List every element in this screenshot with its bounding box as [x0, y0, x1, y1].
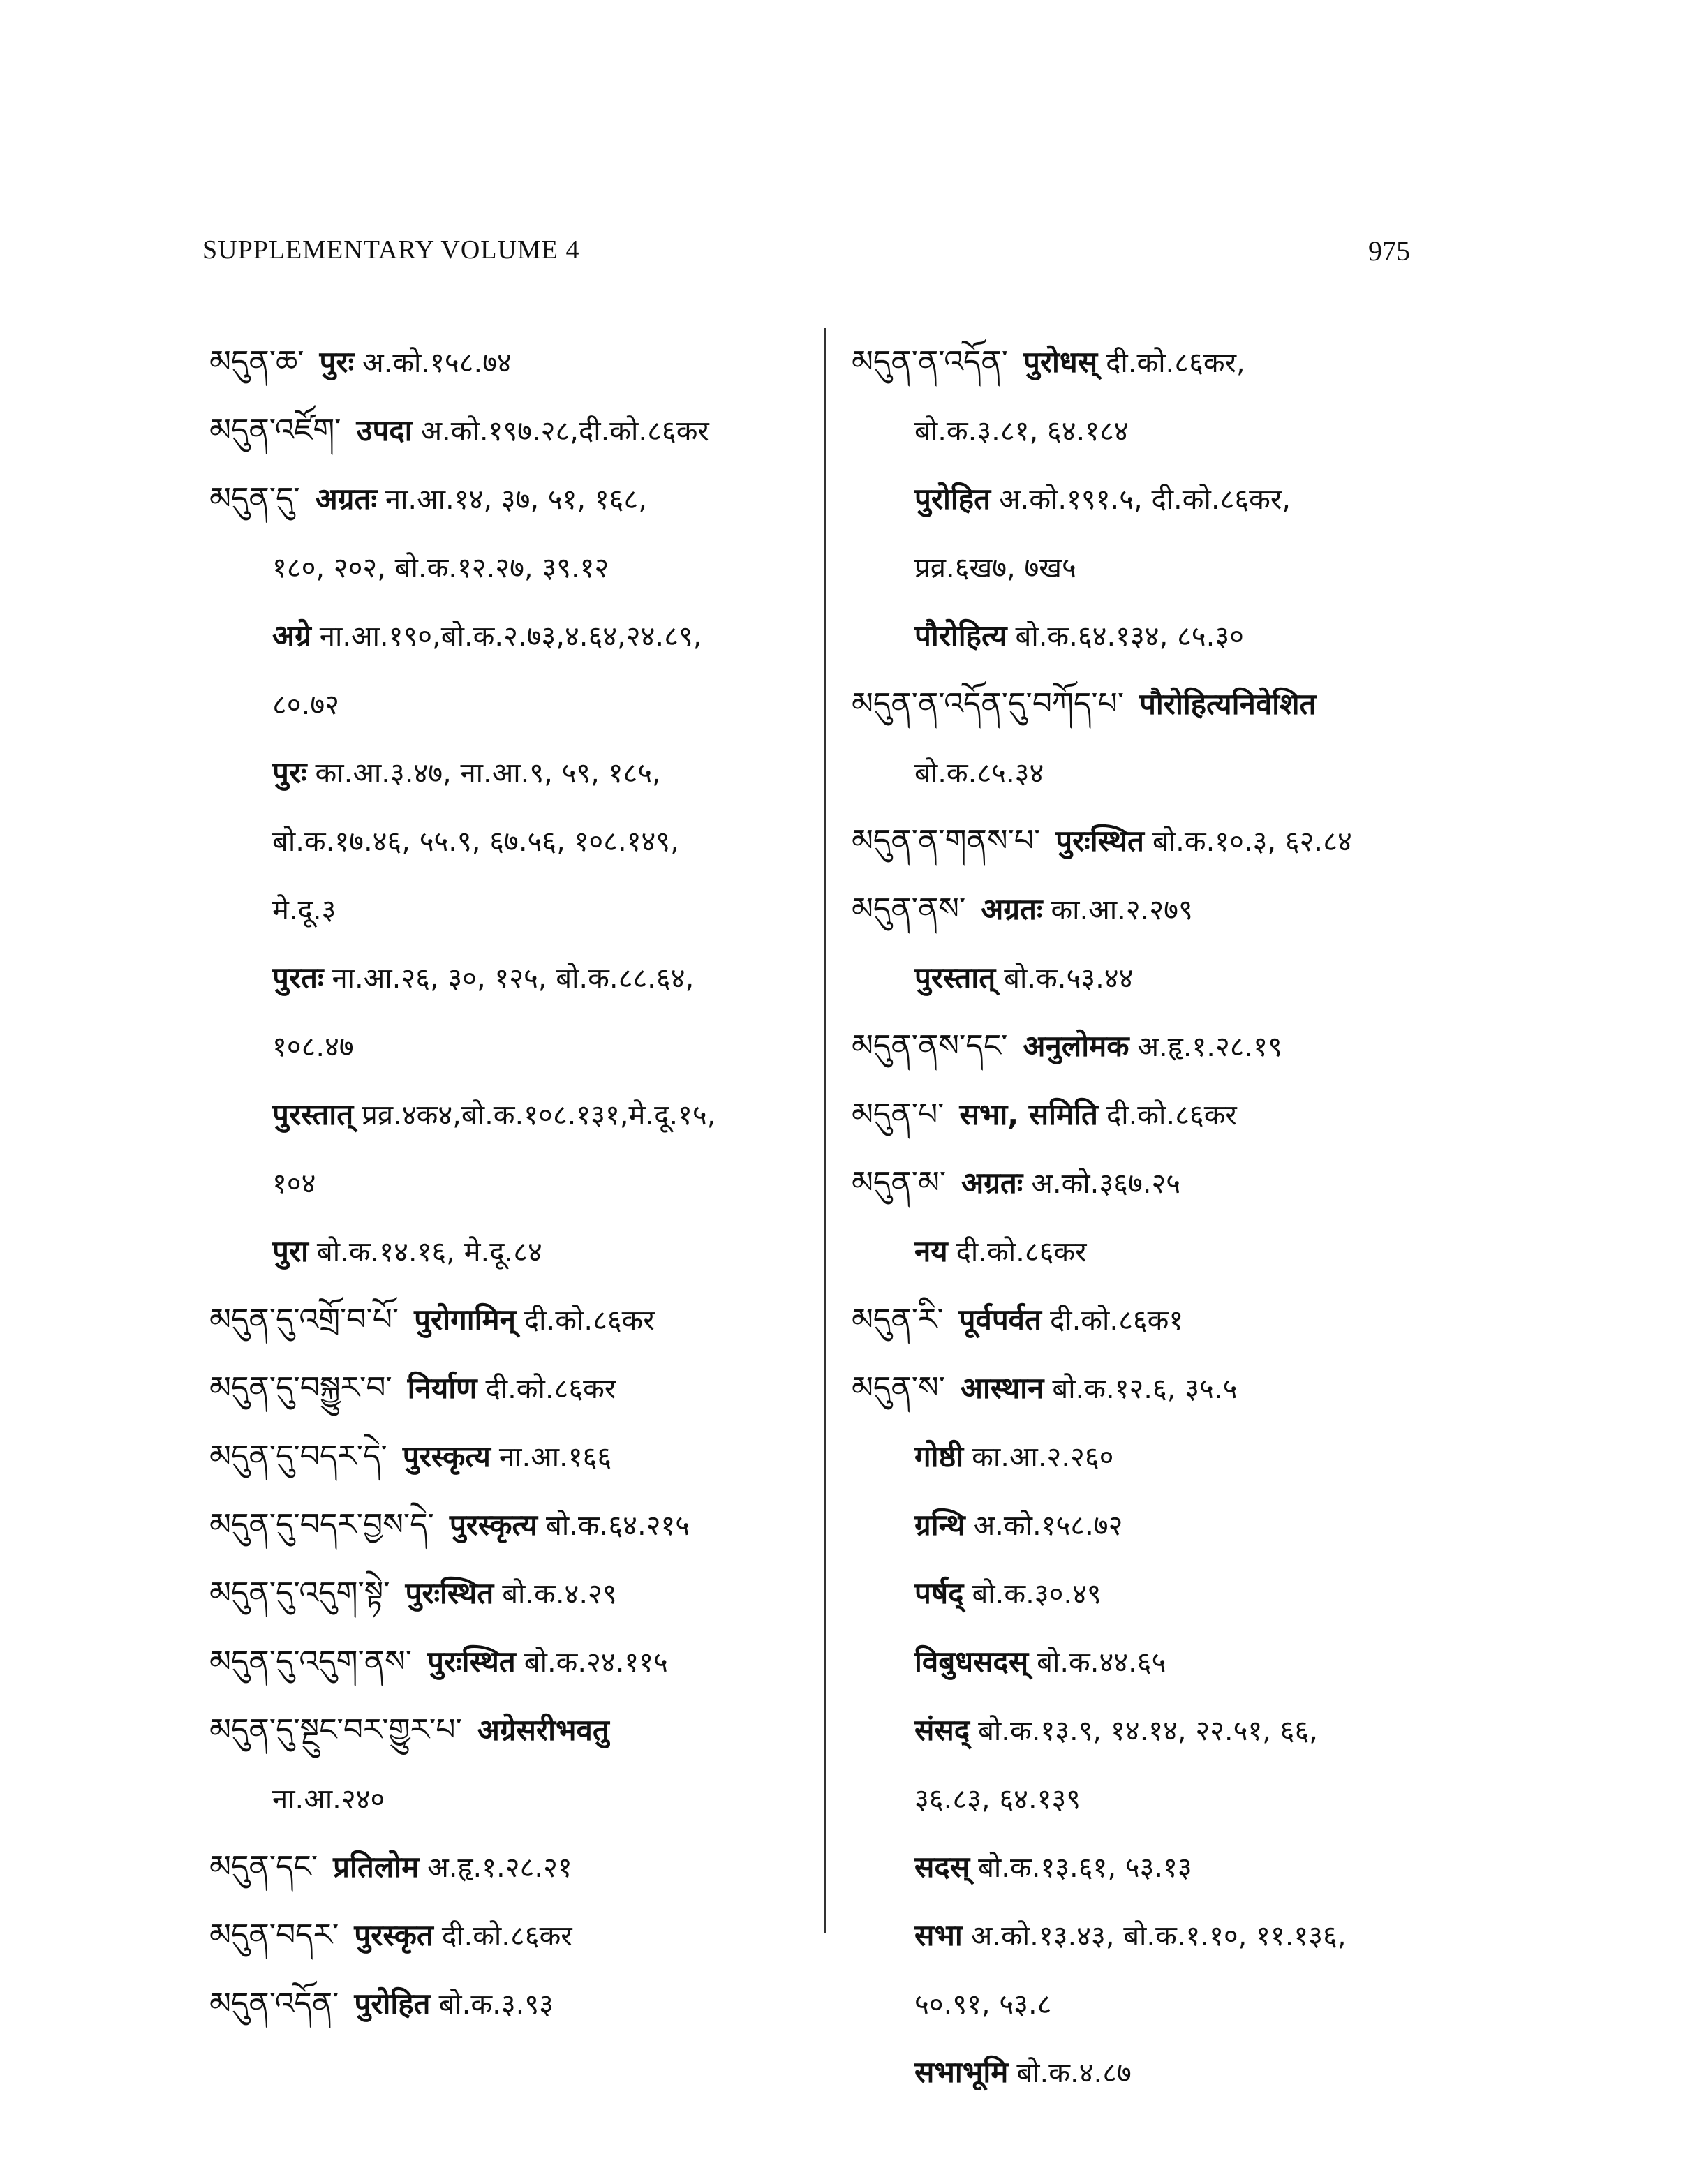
dictionary-entry	[852, 1354, 1480, 1422]
tibetan-headword: མདུན་ཆ་	[209, 344, 304, 380]
sanskrit-equivalent: पुरस्तात्	[272, 1097, 354, 1131]
source-reference: अ.हृ.१.२८.२१	[427, 1852, 572, 1884]
sanskrit-equivalent: पुरः	[272, 755, 307, 789]
tibetan-headword: མདུན་པ་	[852, 1097, 944, 1132]
source-reference: ना.आ.१४, ३७, ५१, १६८,	[385, 484, 647, 516]
source-reference: बो.क.४.८७	[1016, 2057, 1132, 2089]
dictionary-entry	[209, 465, 824, 533]
entry-continuation	[852, 944, 1480, 1012]
source-reference: दी.को.८६कर	[441, 1920, 572, 1952]
source-reference: बो.क.३०.४९	[972, 1578, 1102, 1610]
dictionary-entry	[209, 1559, 824, 1628]
dictionary-entry	[209, 328, 824, 396]
source-reference: का.आ.२.२६०	[972, 1441, 1114, 1473]
dictionary-column-right	[852, 328, 1480, 2107]
dictionary-entry	[209, 1286, 824, 1354]
source-reference: दी.को.८६कर	[485, 1373, 616, 1405]
sanskrit-equivalent: पुरःस्थित	[427, 1644, 516, 1679]
source-reference: बो.क.१३.६१, ५३.१३	[978, 1852, 1192, 1884]
dictionary-column-left	[209, 328, 824, 2038]
source-reference: ना.आ.१९०,बो.क.२.७३,४.६४,२४.८९,	[319, 621, 702, 653]
entry-continuation	[852, 1491, 1480, 1559]
entry-continuation	[852, 1901, 1480, 1970]
source-reference: प्रव्र.४क४,बो.क.१०८.१३१,मे.दू.१५,	[362, 1099, 716, 1131]
source-reference: बो.क.३.८१, ६४.१८४	[914, 415, 1129, 447]
source-reference: ना.आ.१६६	[498, 1441, 612, 1473]
sanskrit-equivalent: सभा, समिति	[959, 1097, 1098, 1131]
sanskrit-equivalent: पौरोहित्यनिवेशित	[1139, 687, 1317, 721]
entry-continuation	[209, 670, 824, 738]
sanskrit-equivalent: अग्रतः	[315, 482, 377, 516]
tibetan-headword: མདུན་འཛོག་	[209, 413, 341, 448]
dictionary-entry	[852, 1012, 1480, 1080]
sanskrit-equivalent: पूर्वपर्वत	[958, 1302, 1042, 1337]
source-reference: प्रव्र.६ख७, ७ख५	[914, 552, 1076, 584]
source-reference: बो.क.५३.४४	[1004, 963, 1134, 995]
sanskrit-equivalent: अनुलोमक	[1023, 1029, 1129, 1063]
tibetan-headword: མདུན་དུ་	[209, 481, 300, 517]
source-reference: अ.हृ.१.२८.१९	[1137, 1031, 1282, 1063]
dictionary-entry	[209, 1628, 824, 1696]
source-reference: बो.क.८५.३४	[914, 757, 1044, 789]
source-reference: ना.आ.२६, ३०, १२५, बो.क.८८.६४,	[332, 963, 695, 995]
tibetan-headword: མདུན་ན་གནས་པ་	[852, 823, 1041, 859]
sanskrit-equivalent: पुरोगामिन्	[414, 1302, 516, 1337]
tibetan-headword: མདུན་དུ་འདུག་ནས་	[209, 1644, 413, 1679]
tibetan-headword: མདུན་ནས་	[852, 891, 966, 927]
entry-continuation	[209, 944, 824, 1012]
sanskrit-equivalent: अग्रतः	[981, 892, 1043, 926]
tibetan-headword: མདུན་དུ་བདར་བྱས་དེ་	[209, 1507, 434, 1543]
entry-continuation	[209, 1149, 824, 1217]
sanskrit-equivalent: आस्थान	[960, 1371, 1044, 1405]
source-reference: बो.क.४.२९	[502, 1578, 617, 1610]
entry-continuation	[852, 738, 1480, 807]
column-rule	[824, 328, 826, 1933]
source-reference: बो.क.१७.४६, ५५.९, ६७.५६, १०८.१४९,	[272, 826, 679, 858]
sanskrit-equivalent: पर्षद्	[914, 1576, 964, 1610]
tibetan-headword: མདུན་ནས་དང་	[852, 1028, 1008, 1064]
sanskrit-equivalent: पुरोधस्	[1023, 345, 1098, 379]
tibetan-headword: མདུན་བདར་	[209, 1917, 339, 1953]
source-reference: अ.को.१९७.२८,दी.को.८६कर	[420, 415, 709, 447]
source-reference: बो.क.१०.३, ६२.८४	[1152, 826, 1352, 858]
dictionary-entry	[209, 1970, 824, 2038]
dictionary-entry	[209, 1833, 824, 1901]
sanskrit-equivalent: पुरस्कृत	[354, 1918, 433, 1952]
source-reference: का.आ.२.२७९	[1051, 894, 1193, 926]
source-reference: दी.को.८६कर	[956, 1236, 1087, 1268]
source-reference: दी.को.८६कर,	[1106, 347, 1245, 379]
sanskrit-equivalent: पुरःस्थित	[1055, 824, 1144, 858]
entry-continuation	[209, 807, 824, 875]
dictionary-entry	[852, 670, 1480, 738]
sanskrit-equivalent: सभा	[914, 1918, 963, 1952]
source-reference: दी.को.८६क१	[1049, 1305, 1184, 1337]
sanskrit-equivalent: विबुधसदस्	[914, 1644, 1029, 1679]
source-reference: बो.क.१२.६, ३५.५	[1052, 1373, 1238, 1405]
sanskrit-equivalent: पुरतः	[272, 960, 324, 995]
dictionary-entry	[209, 1422, 824, 1491]
sanskrit-equivalent: पुरःस्थित	[405, 1576, 494, 1610]
dictionary-entry	[209, 1901, 824, 1970]
entry-continuation	[852, 465, 1480, 533]
sanskrit-equivalent: अग्रेसरीभवतु	[477, 1713, 609, 1747]
source-reference: का.आ.३.४७, ना.आ.९, ५९, १८५,	[315, 757, 661, 789]
entry-continuation	[209, 1217, 824, 1286]
sanskrit-equivalent: पुरः	[319, 345, 355, 379]
entry-continuation	[852, 1696, 1480, 1765]
sanskrit-equivalent: पुरस्कृत्य	[402, 1439, 491, 1473]
entry-continuation	[852, 1422, 1480, 1491]
dictionary-entry	[852, 328, 1480, 396]
sanskrit-equivalent: पुरस्तात्	[914, 960, 996, 995]
tibetan-headword: མདུན་དུ་བསྐྱུར་བ་	[209, 1370, 392, 1406]
source-reference: ८०.७२	[272, 689, 339, 721]
entry-continuation	[852, 396, 1480, 465]
source-reference: अ.को.१९१.५, दी.को.८६कर,	[999, 484, 1291, 516]
entry-continuation	[209, 1080, 824, 1149]
dictionary-entry	[852, 1286, 1480, 1354]
source-reference: ५०.९१, ५३.८	[914, 1989, 1052, 2021]
tibetan-headword: མདུན་ན་འདོན་	[852, 344, 1009, 380]
entry-continuation	[209, 738, 824, 807]
dictionary-entry	[209, 396, 824, 465]
dictionary-entry	[209, 1491, 824, 1559]
source-reference: ३६.८३, ६४.१३९	[914, 1783, 1081, 1815]
sanskrit-equivalent: सदस्	[914, 1850, 970, 1884]
running-head: SUPPLEMENTARY VOLUME 4	[202, 235, 580, 265]
sanskrit-equivalent: संसद्	[914, 1713, 970, 1747]
source-reference: १०४	[272, 1168, 316, 1200]
page-number: 975	[1368, 235, 1410, 267]
entry-continuation	[852, 533, 1480, 602]
tibetan-headword: མདུན་དུ་འདུག་སྟེ་	[209, 1575, 390, 1611]
sanskrit-equivalent: प्रतिलोम	[333, 1850, 420, 1884]
entry-continuation	[852, 1970, 1480, 2038]
source-reference: अ.को.१३.४३, बो.क.१.१०, ११.१३६,	[970, 1920, 1347, 1952]
sanskrit-equivalent: पौरोहित्य	[914, 618, 1007, 653]
source-reference: बो.क.४४.६५	[1037, 1647, 1166, 1679]
tibetan-headword: མདུན་དུ་བདར་དེ་	[209, 1439, 387, 1474]
entry-continuation	[209, 533, 824, 602]
sanskrit-equivalent: उपदा	[356, 413, 413, 447]
source-reference: बो.क.१३.९, १४.१४, २२.५१, ६६,	[978, 1715, 1318, 1747]
source-reference: मे.दू.३	[272, 894, 336, 926]
sanskrit-equivalent: अग्रतः	[961, 1166, 1023, 1200]
sanskrit-equivalent: गोष्ठी	[914, 1439, 964, 1473]
source-reference: बो.क.२४.११५	[524, 1647, 668, 1679]
source-reference: १०८.४७	[272, 1031, 354, 1063]
tibetan-headword: མདུན་ས་	[852, 1370, 945, 1406]
source-reference: बो.क.६४.२१५	[546, 1510, 690, 1542]
entry-continuation	[209, 1765, 824, 1833]
entry-continuation	[852, 1217, 1480, 1286]
tibetan-headword: མདུན་ན་འདོན་དུ་བཀོད་པ་	[852, 686, 1125, 722]
entry-continuation	[852, 1833, 1480, 1901]
entry-continuation	[209, 875, 824, 944]
entry-continuation	[852, 1559, 1480, 1628]
sanskrit-equivalent: पुरोहित	[354, 1986, 431, 2021]
source-reference: बो.क.६४.१३४, ८५.३०	[1015, 621, 1244, 653]
sanskrit-equivalent: निर्याण	[407, 1371, 477, 1405]
sanskrit-equivalent: पुरा	[272, 1234, 309, 1268]
entry-continuation	[852, 602, 1480, 670]
entry-continuation	[209, 1012, 824, 1080]
dictionary-entry	[209, 1354, 824, 1422]
dictionary-entry	[852, 1080, 1480, 1149]
source-reference: अ.को.१५८.७४	[362, 347, 512, 379]
entry-continuation	[852, 2038, 1480, 2107]
entry-continuation	[209, 602, 824, 670]
tibetan-headword: མདུན་རི་	[852, 1302, 944, 1337]
sanskrit-equivalent: अग्रे	[272, 618, 311, 653]
tibetan-headword: མདུན་དང་	[209, 1849, 318, 1885]
dictionary-entry	[852, 875, 1480, 944]
source-reference: बो.क.१४.१६, मे.दू.८४	[316, 1236, 542, 1268]
entry-continuation	[852, 1628, 1480, 1696]
source-reference: अ.को.१५८.७२	[973, 1510, 1123, 1542]
dictionary-entry	[852, 1149, 1480, 1217]
dictionary-entry	[209, 1696, 824, 1765]
sanskrit-equivalent: पुरोहित	[914, 482, 991, 516]
entry-continuation	[852, 1765, 1480, 1833]
source-reference: १८०, २०२, बो.क.१२.२७, ३९.१२	[272, 552, 609, 584]
tibetan-headword: མདུན་དུ་སྔུང་བར་གྱུར་པ་	[209, 1712, 462, 1748]
sanskrit-equivalent: ग्रन्थि	[914, 1508, 965, 1542]
sanskrit-equivalent: सभाभूमि	[914, 2055, 1009, 2089]
sanskrit-equivalent: पुरस्कृत्य	[449, 1508, 538, 1542]
tibetan-headword: མདུན་དུ་འགྲོ་བ་པོ་	[209, 1302, 399, 1337]
sanskrit-equivalent: नय	[914, 1234, 948, 1268]
source-reference: दी.को.८६कर	[1106, 1099, 1237, 1131]
source-reference: दी.को.८६कर	[524, 1305, 655, 1337]
tibetan-headword: མདུན་མ་	[852, 1165, 947, 1201]
source-reference: अ.को.३६७.२५	[1031, 1168, 1181, 1200]
tibetan-headword: མདུན་འདོན་	[209, 1986, 339, 2021]
source-reference: बो.क.३.९३	[438, 1989, 554, 2021]
source-reference: ना.आ.२४०	[272, 1783, 385, 1815]
dictionary-entry	[852, 807, 1480, 875]
